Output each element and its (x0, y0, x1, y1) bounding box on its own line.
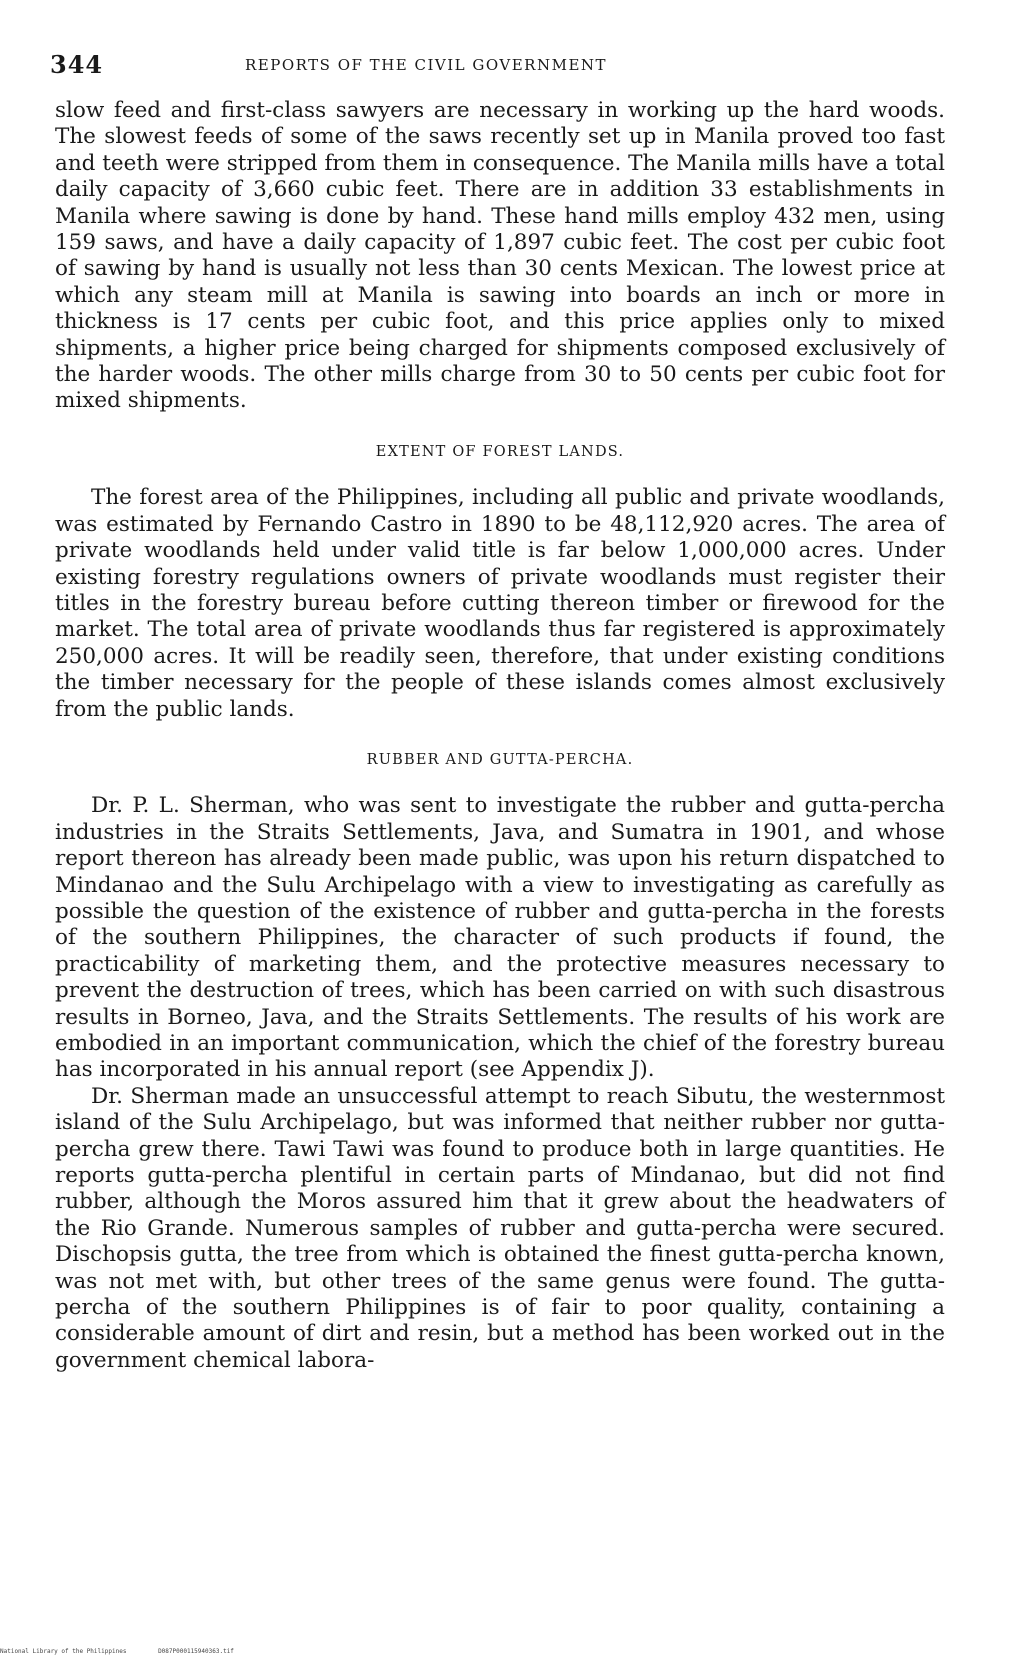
page-number: 344 (50, 50, 104, 79)
footer-library: National Library of the Philippines (0, 1648, 127, 1655)
paragraph-continuation: slow feed and first-class sawyers are necessary in working up the hard woods. The slowest feeds of some of the saws recently set up in Manila proved too fast and teeth were stripped from them in consequence. The Manila mills have a total daily capacity of 3,660 cubic feet. There are in addition 33 establishments in Manila where sawing is done by hand. These hand mills employ 432 men, using 159 saws, and have a daily capacity of 1,897 cubic feet. The cost per cubic foot of sawing by hand is usually not less than 30 cents Mexican. The lowest price at which any steam mill at Manila is sawing into boards an inch or more in thickness is 17 cents per cubic foot, and this price applies only to mixed shipments, a higher price being charged for shipments composed exclusively of the harder woods. The other mills charge from 30 to 50 cents per cubic foot for mixed shipments. (55, 98, 945, 414)
paragraph-forest-lands: The forest area of the Philippines, including all public and private woodlands, was estimated by Fernando Castro in 1890 to be 48,112,920 acres. The area of private woodlands held under valid title is far below 1,000,000 acres. Under existing forestry regulations owners of private woodlands must register their titles in the forestry bureau before cutting thereon timber or firewood for the market. The total area of private woodlands thus far registered is approximately 250,000 acres. It will be readily seen, therefore, that under existing conditions the timber necessary for the people of these islands comes almost exclusively from the public lands. (55, 485, 945, 722)
page-header (50, 50, 950, 80)
running-head: REPORTS OF THE CIVIL GOVERNMENT (245, 56, 608, 74)
paragraph-rubber-2: Dr. Sherman made an unsuccessful attempt to reach Sibutu, the westernmost island of the Sulu Archipelago, but was informed that neither rubber nor gutta-percha grew there. Tawi Tawi was found to produce both in large quantities. He reports gutta-percha plentiful in certain parts of Mindanao, but did not find rubber, although the Moros assured him that it grew about the headwaters of the Rio Grande. Numerous samples of rubber and gutta-percha were secured. Dischopsis gutta, the tree from which is obtained the finest gutta-percha known, was not met with, but other trees of the same genus were found. The gutta-percha of the southern Philippines is of fair to poor quality, containing a considerable amount of dirt and resin, but a method has been worked out in the government chemical labora- (55, 1083, 945, 1373)
section-heading-forest-lands: EXTENT OF FOREST LANDS. (375, 443, 625, 460)
footer-file: D087P000115940363.tif (158, 1648, 234, 1655)
body-text (55, 98, 945, 1374)
paragraph-rubber-1: Dr. P. L. Sherman, who was sent to investigate the rubber and gutta-percha industries in the Straits Settlements, Java, and Sumatra in 1901, and whose report thereon has already been made public, was upon his return dispatched to Mindanao and the Sulu Archipelago with a view to investigating as carefully as possible the question of the existence of rubber and gutta-percha in the forests of the southern Philippines, the character of such products if found, the practicability of marketing them, and the protective measures necessary to prevent the destruction of trees, which has been carried on with such disastrous results in Borneo, Java, and the Straits Settlements. The results of his work are embodied in an important communication, which the chief of the forestry bureau has incorporated in his annual report (see Appendix J). (55, 793, 945, 1083)
section-heading-rubber: RUBBER AND GUTTA-PERCHA. (366, 751, 634, 768)
scan-footer (0, 1648, 262, 1655)
